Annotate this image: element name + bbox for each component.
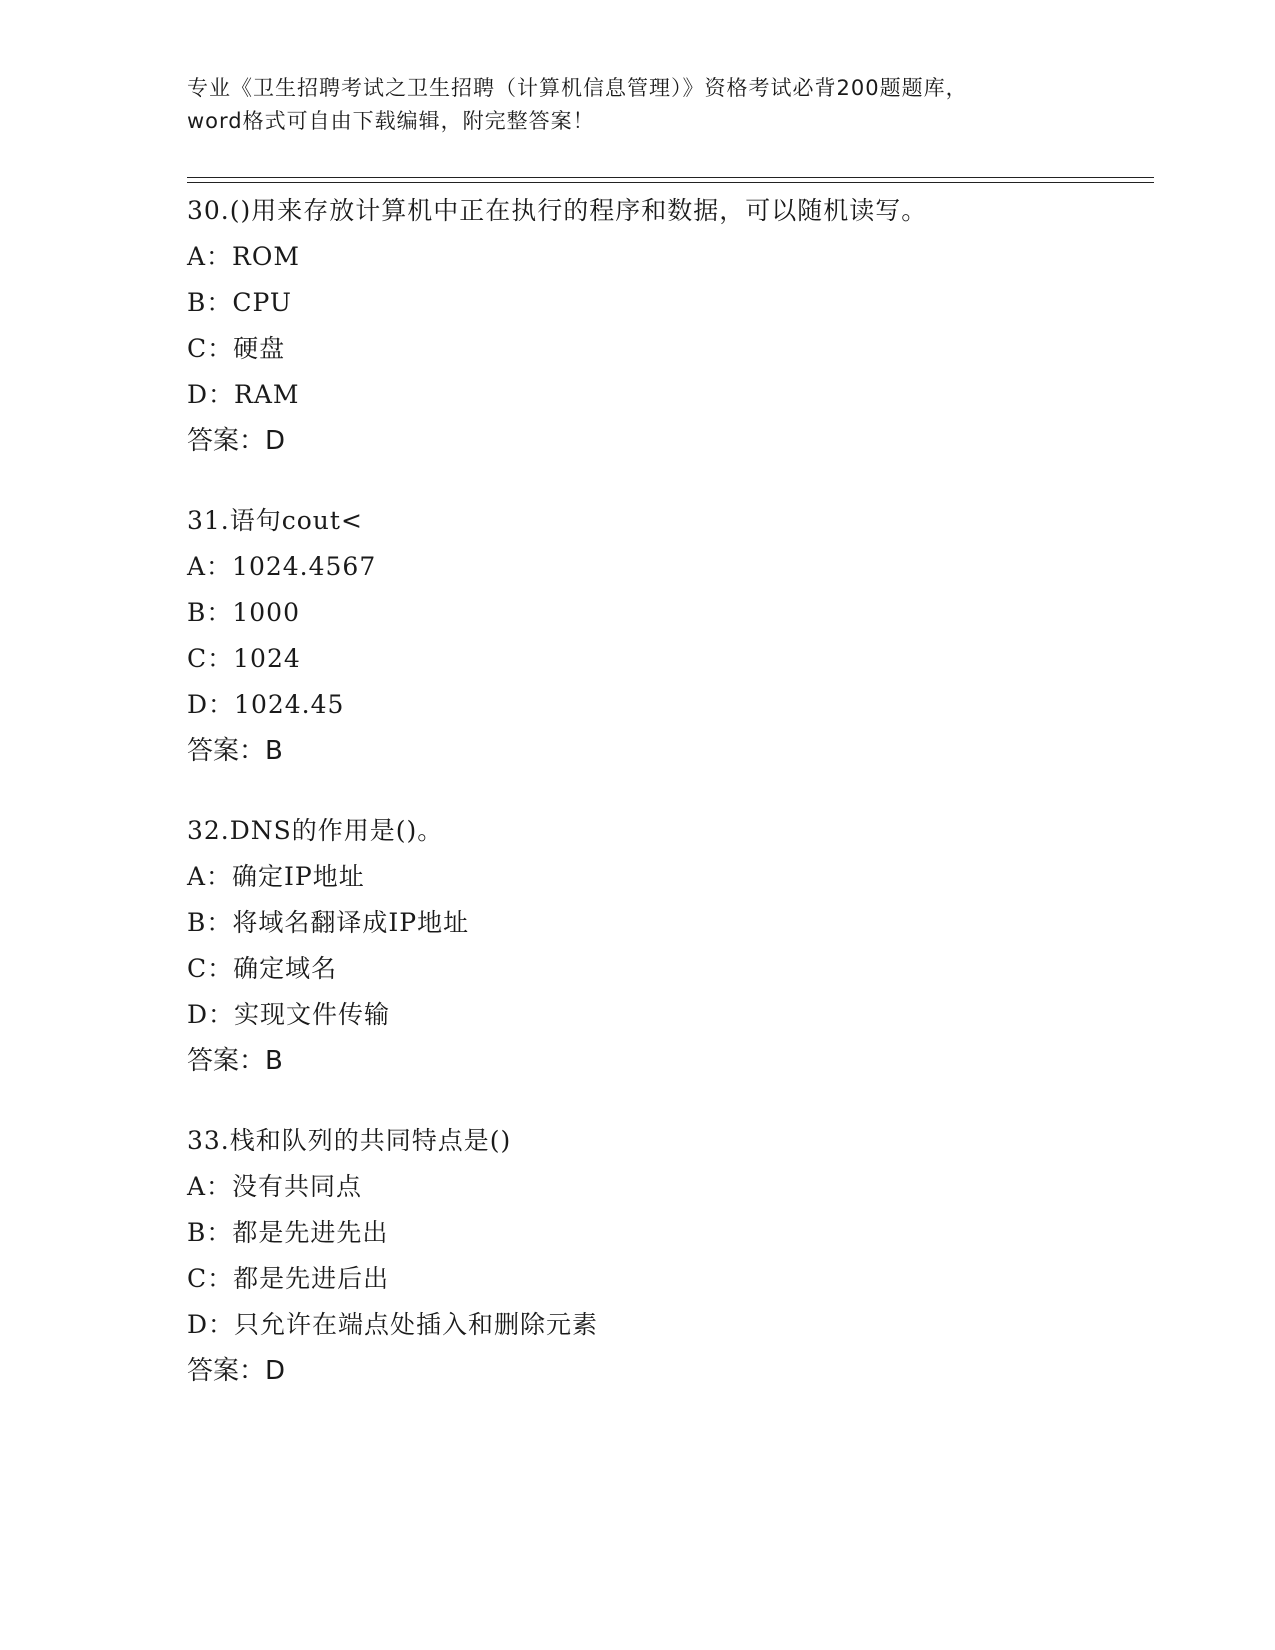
question-31	[187, 498, 1147, 774]
header-line-1: 专业《卫生招聘考试之卫生招聘（计算机信息管理）》资格考试必背200题题库，	[187, 76, 968, 100]
option-d: D：实现文件传输	[187, 1000, 391, 1029]
option-b: B：CPU	[187, 288, 292, 317]
question-32	[187, 808, 1147, 1084]
question-stem: 32.DNS的作用是()。	[187, 816, 444, 845]
option-c: C：硬盘	[187, 334, 286, 363]
document-header	[187, 72, 1087, 138]
option-d: D：RAM	[187, 380, 300, 409]
option-a: A：ROM	[187, 242, 300, 271]
question-stem: 33.栈和队列的共同特点是()	[187, 1126, 512, 1155]
option-c: C：确定域名	[187, 954, 338, 983]
answer-label: 答案：B	[187, 736, 283, 766]
option-b: B：都是先进先出	[187, 1218, 389, 1247]
option-b: B：1000	[187, 598, 300, 627]
option-d: D：1024.45	[187, 690, 345, 719]
question-stem: 31.语句cout<	[187, 506, 363, 535]
answer-label: 答案：D	[187, 1356, 286, 1386]
question-33	[187, 1118, 1147, 1394]
header-divider-top	[187, 177, 1154, 178]
question-list	[187, 188, 1147, 1428]
option-a: A：确定IP地址	[187, 862, 365, 891]
header-divider-bottom	[187, 182, 1154, 183]
option-d: D：只允许在端点处插入和删除元素	[187, 1310, 599, 1339]
option-c: C：都是先进后出	[187, 1264, 390, 1293]
question-30	[187, 188, 1147, 464]
option-b: B：将域名翻译成IP地址	[187, 908, 470, 937]
question-stem: 30.()用来存放计算机中正在执行的程序和数据，可以随机读写。	[187, 196, 928, 225]
option-a: A：没有共同点	[187, 1172, 363, 1201]
answer-label: 答案：D	[187, 426, 286, 456]
answer-label: 答案：B	[187, 1046, 283, 1076]
option-a: A：1024.4567	[187, 552, 377, 581]
option-c: C：1024	[187, 644, 301, 673]
header-line-2: word格式可自由下载编辑，附完整答案！	[187, 109, 595, 133]
